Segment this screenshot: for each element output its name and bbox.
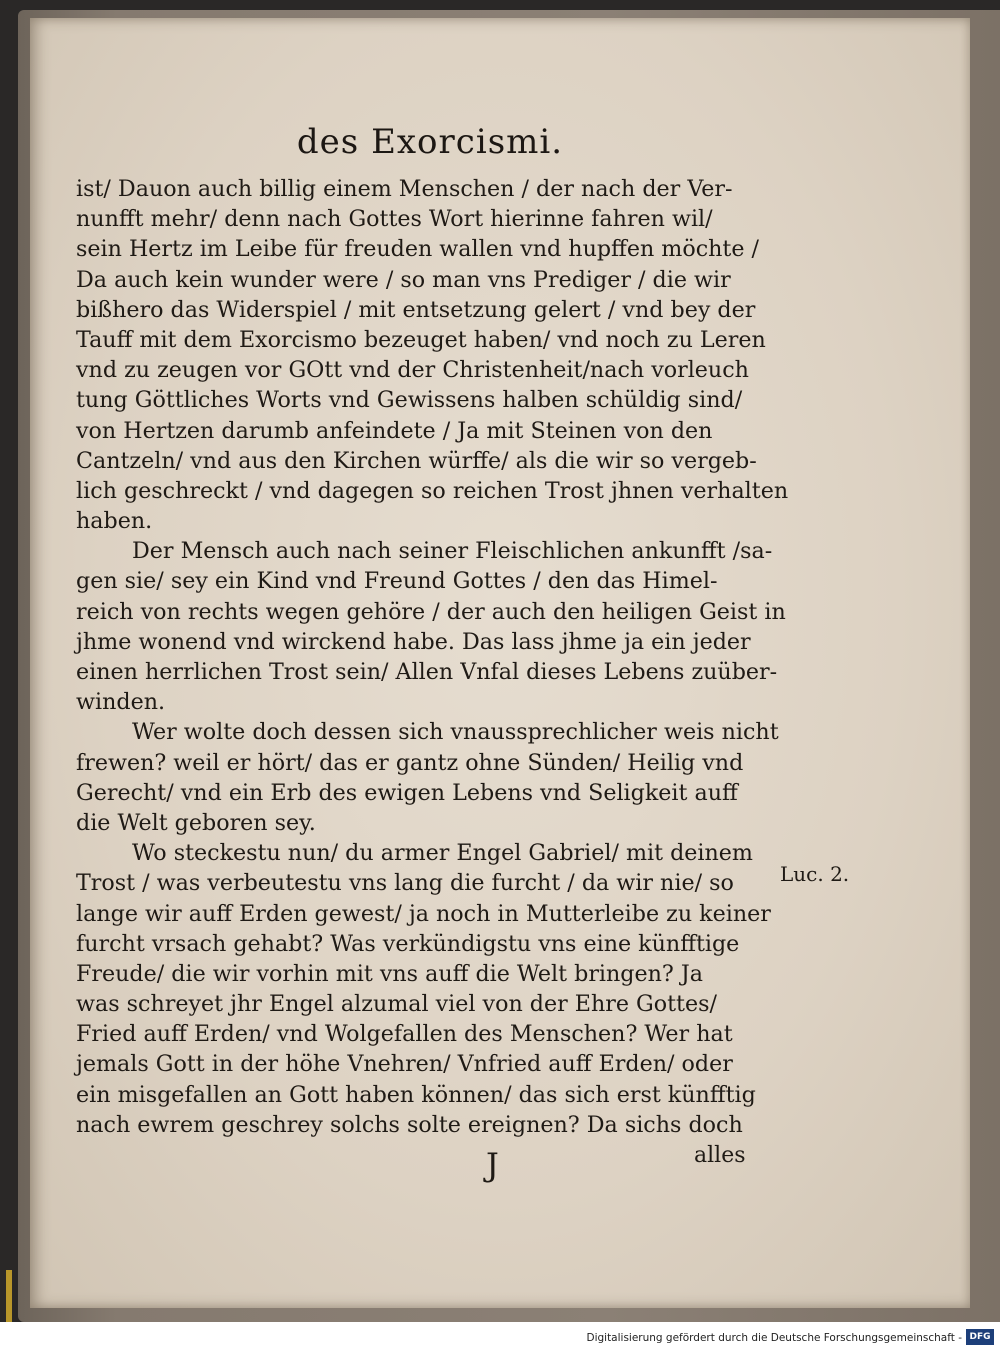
text-line: Tauff mit dem Exorcismo bezeuget haben/ vnd noch zu Leren [76,326,766,353]
text-line: haben. [76,508,153,535]
text-line: winden. [76,689,166,716]
text-line: gen sie/ sey ein Kind vnd Freund Gottes / den das Himel- [76,568,718,595]
dfg-logo-icon: DFG [966,1329,994,1345]
text-line: lich geschreckt / vnd dagegen so reichen Trost jhnen verhalten [76,477,789,504]
text-line: Fried auff Erden/ vnd Wolgefallen des Menschen? Wer hat [76,1021,733,1048]
text-line: lange wir auff Erden gewest/ ja noch in Mutterleibe zu keiner [76,900,771,927]
text-line: Wer wolte doch dessen sich vnaussprechlicher weis nicht [132,719,779,746]
text-line: frewen? weil er hört/ das er gantz ohne Sünden/ Heilig vnd [76,749,744,776]
text-line: reich von rechts wegen gehöre / der auch den heiligen Geist in [76,598,786,625]
text-line: von Hertzen darumb anfeindete / Ja mit Steinen von den [76,417,713,444]
text-line: die Welt geboren sey. [76,809,316,836]
text-line: bißhero das Widerspiel / mit entsetzung gelert / vnd bey der [76,296,756,323]
text-line: jhme wonend vnd wirckend habe. Das lass jhme ja ein jeder [76,628,751,655]
text-line: ist/ Dauon auch billig einem Menschen / der nach der Ver- [76,176,733,202]
text-line: Freude/ die wir vorhin mit vns auff die Welt bringen? Ja [76,960,704,987]
marginal-note: Luc. 2. [780,862,850,886]
text-line: tung Göttliches Worts vnd Gewissens halben schüldig sind/ [76,387,743,414]
funding-credit: Digitalisierung gefördert durch die Deutsche Forschungsgemeinschaft - [586,1332,962,1344]
signature-mark: J [486,1146,499,1184]
text-line: einen herrlichen Trost sein/ Allen Vnfal dieses Lebens zuüber- [76,659,778,685]
text-line: ein misgefallen an Gott haben können/ das sich erst künfftig [76,1081,756,1108]
text-line: furcht vrsach gehabt? Was verkündigstu vns eine künfftige [76,930,740,957]
text-line: was schreyet jhr Engel alzumal viel von der Ehre Gottes/ [76,991,717,1018]
text-line: Gerecht/ vnd ein Erb des ewigen Lebens vnd Seligkeit auff [76,779,738,806]
text-line: Da auch kein wunder were / so man vns Prediger / die wir [76,266,731,293]
bookmark-ribbon [6,1270,12,1322]
text-line: vnd zu zeugen vor GOtt vnd der Christenheit/nach vorleuch [76,357,749,384]
page-header: des Exorcismi. [296,122,564,162]
text-line: Cantzeln/ vnd aus den Kirchen würffe/ als die wir so vergeb- [76,447,757,474]
catchword: alles [694,1143,746,1168]
text-line: jemals Gott in der höhe Vnehren/ Vnfried auff Erden/ oder [76,1051,733,1078]
text-line: Wo steckestu nun/ du armer Engel Gabriel/ mit deinem [132,840,753,867]
body-text [76,174,789,1140]
text-line: sein Hertz im Leibe für freuden wallen vnd hupffen möchte / [76,236,759,263]
text-line: nach ewrem geschrey solchs solte ereignen? Da sichs doch [76,1111,743,1138]
text-line: Der Mensch auch nach seiner Fleischlichen ankunfft /sa- [132,538,773,565]
credit-bar [0,1322,1000,1354]
text-line: nunfft mehr/ denn nach Gottes Wort hierinne fahren wil/ [76,206,713,233]
text-line: Trost / was verbeutestu vns lang die furcht / da wir nie/ so [76,870,734,897]
